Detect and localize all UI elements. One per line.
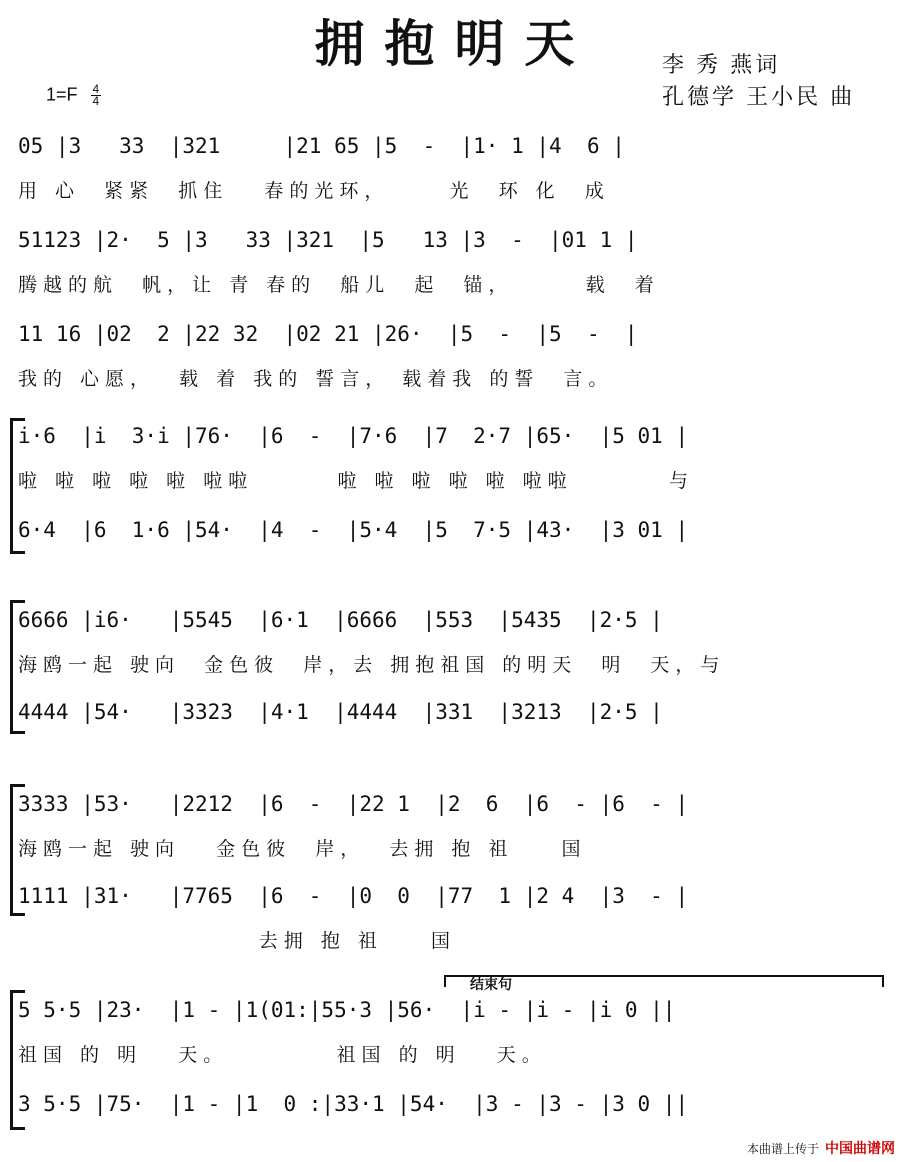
upload-text: 本曲谱上传于 xyxy=(746,1142,819,1156)
time-top: 4 xyxy=(92,82,100,96)
notation-line-8: 3333 |53· |2212 |6 - |22 1 |2 6 |6 - |6 - | xyxy=(18,792,689,816)
lyric-line-1: 用 心 紧紧 抓住 春的光环， 光 环 化 成 xyxy=(18,180,610,202)
notation-line-10: 5 5·5 |23· |1 - |1(01:|55·3 |56· |i - |i - |i 0 || xyxy=(18,998,676,1022)
notation-line-7: 4444 |54· |3323 |4·1 |4444 |331 |3213 |2·5 | xyxy=(18,700,663,724)
lyric-line-4: 啦 啦 啦 啦 啦 啦啦 啦 啦 啦 啦 啦 啦啦 与 xyxy=(18,470,694,492)
notation-line-5: 6·4 |6 1·6 |54· |4 - |5·4 |5 7·5 |43· |3 01 | xyxy=(18,518,689,542)
site-name: 中国曲谱网 xyxy=(825,1140,895,1156)
notation-line-3: 11 16 |02 2 |22 32 |02 21 |26· |5 - |5 - | xyxy=(18,322,638,346)
watermark xyxy=(747,1138,895,1158)
notation-line-6: 6666 |i6· |5545 |6·1 |6666 |553 |5435 |2·5 | xyxy=(18,608,663,632)
lyric-line-6: 海鸥一起 驶向 金色彼 岸， 去拥 抱 祖 国 xyxy=(18,838,587,860)
notation-line-4: i·6 |i 3·i |76· |6 - |7·6 |7 2·7 |65· |5 01 | xyxy=(18,424,689,448)
lyric-line-3: 我的 心愿， 载 着 我的 誓言， 载着我 的誓 言。 xyxy=(18,368,614,390)
score-title: 拥抱明天 xyxy=(314,14,595,73)
notation-line-1: 05 |3 33 |321 |21 65 |5 - |1· 1 |4 6 | xyxy=(18,134,625,158)
lyric-line-8: 祖国 的 明 天。 祖国 的 明 天。 xyxy=(18,1044,547,1066)
composer-credit: 孔德学 王小民 曲 xyxy=(662,84,856,109)
lyric-line-2: 腾越的航 帆，让 青 春的 船儿 起 锚， 载 着 xyxy=(18,274,660,296)
key-signature xyxy=(46,84,101,107)
notation-line-2: 51123 |2· 5 |3 33 |321 |5 13 |3 - |01 1 | xyxy=(18,228,638,252)
lyric-line-7: 去拥 抱 祖 国 xyxy=(18,930,457,952)
key-label: 1=F xyxy=(46,84,78,105)
time-bottom: 4 xyxy=(92,94,100,108)
lyric-line-5: 海鸥一起 驶向 金色彼 岸，去 拥抱祖国 的明天 明 天，与 xyxy=(18,654,726,676)
lyricist-credit: 李 秀 燕词 xyxy=(662,52,781,77)
time-signature xyxy=(91,84,102,107)
notation-line-9: 1111 |31· |7765 |6 - |0 0 |77 1 |2 4 |3 - | xyxy=(18,884,689,908)
notation-line-11: 3 5·5 |75· |1 - |1 0 :|33·1 |54· |3 - |3 - |3 0 || xyxy=(18,1092,689,1116)
coda-label: 结束句 xyxy=(470,976,512,992)
